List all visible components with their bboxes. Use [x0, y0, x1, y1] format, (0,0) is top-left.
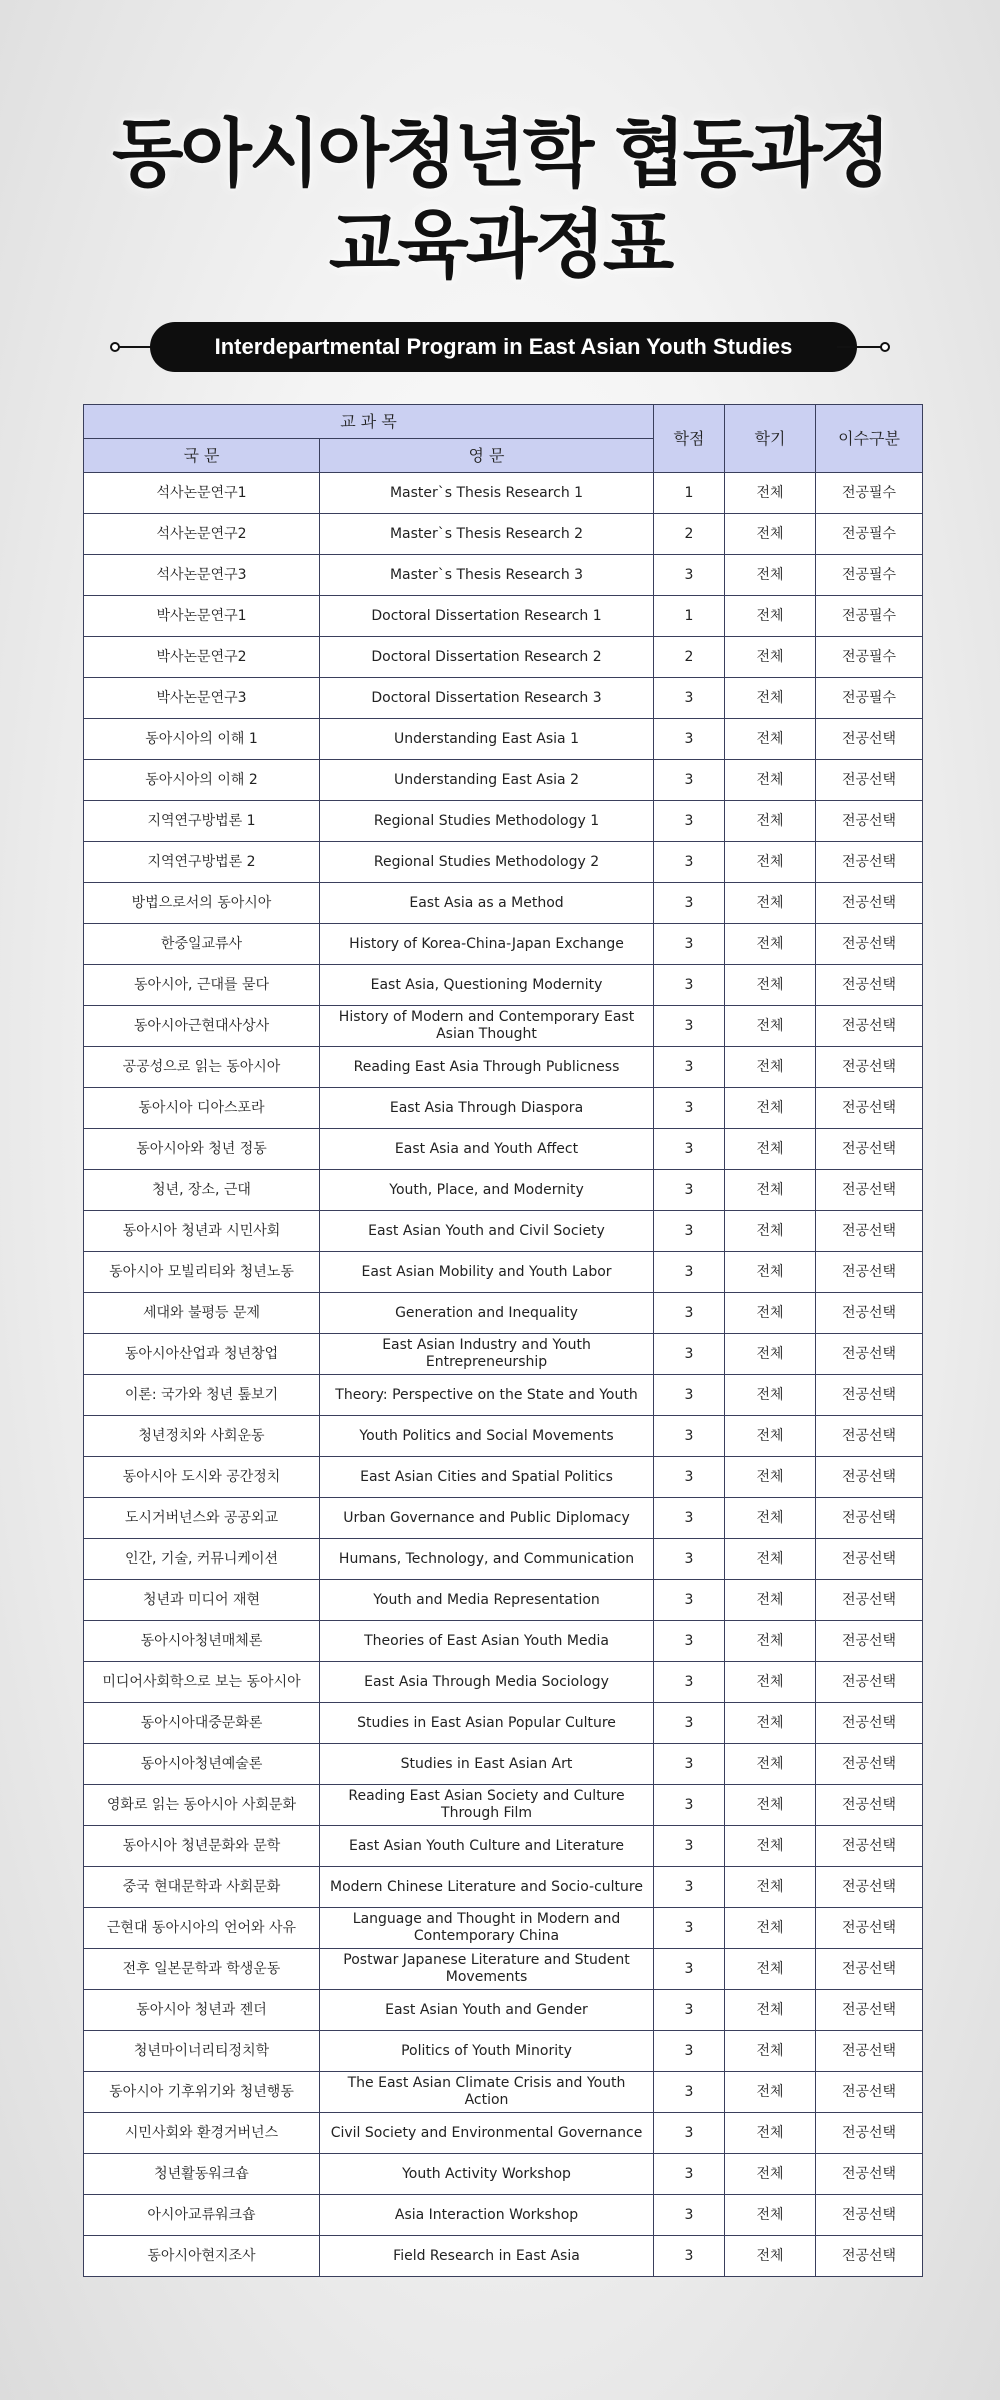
course-korean-name: 공공성으로 읽는 동아시아	[84, 1047, 320, 1088]
course-english-name: East Asian Cities and Spatial Politics	[320, 1457, 654, 1498]
course-english-name: Politics of Youth Minority	[320, 2031, 654, 2072]
course-credits: 1	[654, 596, 725, 637]
course-type: 전공필수	[816, 514, 923, 555]
course-semester: 전체	[725, 760, 816, 801]
course-english-name: Urban Governance and Public Diplomacy	[320, 1498, 654, 1539]
course-credits: 3	[654, 1990, 725, 2031]
course-semester: 전체	[725, 1375, 816, 1416]
header-korean: 국 문	[84, 439, 320, 473]
table-row	[84, 1744, 923, 1785]
course-english-name: East Asia and Youth Affect	[320, 1129, 654, 1170]
course-type: 전공선택	[816, 2195, 923, 2236]
course-type: 전공선택	[816, 1088, 923, 1129]
course-english-name: Studies in East Asian Art	[320, 1744, 654, 1785]
course-credits: 3	[654, 2031, 725, 2072]
course-semester: 전체	[725, 924, 816, 965]
table-row	[84, 1785, 923, 1826]
table-row	[84, 760, 923, 801]
course-english-name: East Asia as a Method	[320, 883, 654, 924]
course-korean-name: 청년, 장소, 근대	[84, 1170, 320, 1211]
course-semester: 전체	[725, 1293, 816, 1334]
table-row	[84, 514, 923, 555]
course-korean-name: 동아시아 모빌리티와 청년노동	[84, 1252, 320, 1293]
course-english-name: Language and Thought in Modern and Contemporary China	[320, 1908, 654, 1949]
course-korean-name: 영화로 읽는 동아시아 사회문화	[84, 1785, 320, 1826]
course-semester: 전체	[725, 842, 816, 883]
table-row	[84, 1375, 923, 1416]
course-type: 전공선택	[816, 2113, 923, 2154]
course-korean-name: 동아시아의 이해 2	[84, 760, 320, 801]
course-type: 전공선택	[816, 2154, 923, 2195]
course-english-name: Regional Studies Methodology 1	[320, 801, 654, 842]
course-type: 전공선택	[816, 1539, 923, 1580]
course-credits: 3	[654, 1744, 725, 1785]
table-row	[84, 1047, 923, 1088]
subtitle-banner	[110, 322, 890, 372]
course-semester: 전체	[725, 1785, 816, 1826]
course-semester: 전체	[725, 1047, 816, 1088]
course-semester: 전체	[725, 2236, 816, 2277]
course-semester: 전체	[725, 596, 816, 637]
table-row	[84, 1539, 923, 1580]
course-type: 전공필수	[816, 596, 923, 637]
header-semester: 학기	[725, 405, 816, 473]
table-row	[84, 1129, 923, 1170]
page-title-line-1: 동아시아청년학 협동과정	[111, 111, 889, 197]
course-korean-name: 석사논문연구3	[84, 555, 320, 596]
course-semester: 전체	[725, 678, 816, 719]
course-korean-name: 박사논문연구1	[84, 596, 320, 637]
course-korean-name: 청년활동워크숍	[84, 2154, 320, 2195]
course-korean-name: 아시아교류워크숍	[84, 2195, 320, 2236]
course-credits: 3	[654, 1908, 725, 1949]
table-row	[84, 1498, 923, 1539]
header-course: 교 과 목	[84, 405, 654, 439]
course-english-name: Understanding East Asia 2	[320, 760, 654, 801]
right-ornament-line	[837, 346, 882, 348]
course-credits: 3	[654, 1375, 725, 1416]
course-credits: 3	[654, 1539, 725, 1580]
course-korean-name: 청년과 미디어 재현	[84, 1580, 320, 1621]
course-credits: 3	[654, 1580, 725, 1621]
table-row	[84, 1416, 923, 1457]
header-credits: 학점	[654, 405, 725, 473]
course-credits: 3	[654, 2154, 725, 2195]
table-row	[84, 965, 923, 1006]
course-korean-name: 도시거버넌스와 공공외교	[84, 1498, 320, 1539]
course-english-name: History of Korea-China-Japan Exchange	[320, 924, 654, 965]
table-row	[84, 1088, 923, 1129]
course-korean-name: 동아시아산업과 청년창업	[84, 1334, 320, 1375]
course-type: 전공선택	[816, 1662, 923, 1703]
course-credits: 3	[654, 842, 725, 883]
course-credits: 3	[654, 1785, 725, 1826]
course-english-name: Field Research in East Asia	[320, 2236, 654, 2277]
course-korean-name: 근현대 동아시아의 언어와 사유	[84, 1908, 320, 1949]
course-credits: 3	[654, 1662, 725, 1703]
course-type: 전공선택	[816, 2072, 923, 2113]
course-credits: 3	[654, 2072, 725, 2113]
table-row	[84, 2195, 923, 2236]
course-semester: 전체	[725, 719, 816, 760]
course-type: 전공선택	[816, 1826, 923, 1867]
course-korean-name: 동아시아근현대사상사	[84, 1006, 320, 1047]
course-english-name: East Asian Youth and Gender	[320, 1990, 654, 2031]
course-english-name: Asia Interaction Workshop	[320, 2195, 654, 2236]
course-credits: 1	[654, 473, 725, 514]
table-row	[84, 1867, 923, 1908]
course-credits: 3	[654, 883, 725, 924]
course-english-name: Youth and Media Representation	[320, 1580, 654, 1621]
course-korean-name: 청년마이너리티정치학	[84, 2031, 320, 2072]
course-type: 전공선택	[816, 801, 923, 842]
course-korean-name: 중국 현대문학과 사회문화	[84, 1867, 320, 1908]
course-korean-name: 이론: 국가와 청년 톺보기	[84, 1375, 320, 1416]
course-credits: 3	[654, 801, 725, 842]
course-credits: 3	[654, 1867, 725, 1908]
course-semester: 전체	[725, 2195, 816, 2236]
course-semester: 전체	[725, 965, 816, 1006]
page-title	[0, 108, 1000, 290]
course-semester: 전체	[725, 2154, 816, 2195]
course-type: 전공선택	[816, 1908, 923, 1949]
course-type: 전공선택	[816, 1580, 923, 1621]
course-english-name: Doctoral Dissertation Research 2	[320, 637, 654, 678]
course-credits: 3	[654, 2195, 725, 2236]
course-korean-name: 석사논문연구1	[84, 473, 320, 514]
course-credits: 3	[654, 2113, 725, 2154]
course-english-name: East Asian Mobility and Youth Labor	[320, 1252, 654, 1293]
course-korean-name: 동아시아대중문화론	[84, 1703, 320, 1744]
table-row	[84, 1252, 923, 1293]
course-semester: 전체	[725, 1867, 816, 1908]
course-english-name: East Asia Through Media Sociology	[320, 1662, 654, 1703]
course-english-name: Youth Activity Workshop	[320, 2154, 654, 2195]
course-english-name: Reading East Asian Society and Culture Through Film	[320, 1785, 654, 1826]
course-english-name: Postwar Japanese Literature and Student Movements	[320, 1949, 654, 1990]
course-semester: 전체	[725, 2031, 816, 2072]
table-row	[84, 1949, 923, 1990]
header-type: 이수구분	[816, 405, 923, 473]
course-semester: 전체	[725, 1498, 816, 1539]
course-credits: 3	[654, 719, 725, 760]
course-credits: 3	[654, 1293, 725, 1334]
table-row	[84, 2236, 923, 2277]
course-credits: 3	[654, 1088, 725, 1129]
course-semester: 전체	[725, 1252, 816, 1293]
table-row	[84, 1580, 923, 1621]
course-korean-name: 세대와 불평등 문제	[84, 1293, 320, 1334]
course-credits: 3	[654, 1949, 725, 1990]
course-type: 전공선택	[816, 1498, 923, 1539]
course-semester: 전체	[725, 1088, 816, 1129]
course-type: 전공필수	[816, 678, 923, 719]
course-credits: 3	[654, 924, 725, 965]
course-credits: 3	[654, 1047, 725, 1088]
course-english-name: Master`s Thesis Research 2	[320, 514, 654, 555]
course-credits: 3	[654, 555, 725, 596]
course-credits: 3	[654, 1129, 725, 1170]
course-credits: 3	[654, 1498, 725, 1539]
table-row	[84, 2113, 923, 2154]
table-row	[84, 842, 923, 883]
course-semester: 전체	[725, 1744, 816, 1785]
course-type: 전공선택	[816, 760, 923, 801]
course-type: 전공필수	[816, 637, 923, 678]
course-semester: 전체	[725, 1908, 816, 1949]
curriculum-table	[83, 404, 923, 2277]
course-semester: 전체	[725, 883, 816, 924]
course-english-name: East Asian Youth Culture and Literature	[320, 1826, 654, 1867]
table-row	[84, 678, 923, 719]
course-type: 전공선택	[816, 1170, 923, 1211]
table-row	[84, 1621, 923, 1662]
course-semester: 전체	[725, 555, 816, 596]
table-row	[84, 924, 923, 965]
page-title-line-2: 교육과정표	[328, 202, 672, 288]
course-korean-name: 박사논문연구2	[84, 637, 320, 678]
table-row	[84, 801, 923, 842]
course-korean-name: 동아시아 청년과 젠더	[84, 1990, 320, 2031]
course-korean-name: 미디어사회학으로 보는 동아시아	[84, 1662, 320, 1703]
table-row	[84, 1908, 923, 1949]
course-type: 전공선택	[816, 2031, 923, 2072]
table-row	[84, 1457, 923, 1498]
course-credits: 3	[654, 965, 725, 1006]
course-korean-name: 박사논문연구3	[84, 678, 320, 719]
course-credits: 3	[654, 1006, 725, 1047]
course-korean-name: 인간, 기술, 커뮤니케이션	[84, 1539, 320, 1580]
course-type: 전공선택	[816, 1867, 923, 1908]
course-type: 전공선택	[816, 1252, 923, 1293]
course-english-name: East Asian Industry and Youth Entrepreneurship	[320, 1334, 654, 1375]
table-row	[84, 1334, 923, 1375]
course-credits: 3	[654, 1170, 725, 1211]
course-english-name: Civil Society and Environmental Governance	[320, 2113, 654, 2154]
course-english-name: Youth Politics and Social Movements	[320, 1416, 654, 1457]
table-row	[84, 1293, 923, 1334]
course-credits: 2	[654, 637, 725, 678]
table-row	[84, 2031, 923, 2072]
course-semester: 전체	[725, 1170, 816, 1211]
course-semester: 전체	[725, 2113, 816, 2154]
course-korean-name: 한중일교류사	[84, 924, 320, 965]
header-english: 영 문	[320, 439, 654, 473]
table-row	[84, 637, 923, 678]
course-korean-name: 동아시아 청년문화와 문학	[84, 1826, 320, 1867]
course-semester: 전체	[725, 801, 816, 842]
course-english-name: Generation and Inequality	[320, 1293, 654, 1334]
table-row	[84, 1170, 923, 1211]
course-english-name: Modern Chinese Literature and Socio-culture	[320, 1867, 654, 1908]
course-english-name: The East Asian Climate Crisis and Youth Action	[320, 2072, 654, 2113]
course-credits: 3	[654, 1621, 725, 1662]
course-semester: 전체	[725, 473, 816, 514]
course-semester: 전체	[725, 1416, 816, 1457]
course-korean-name: 지역연구방법론 2	[84, 842, 320, 883]
course-type: 전공선택	[816, 1129, 923, 1170]
course-english-name: Regional Studies Methodology 2	[320, 842, 654, 883]
course-korean-name: 동아시아청년매체론	[84, 1621, 320, 1662]
course-semester: 전체	[725, 514, 816, 555]
course-type: 전공선택	[816, 1334, 923, 1375]
table-row	[84, 555, 923, 596]
course-korean-name: 석사논문연구2	[84, 514, 320, 555]
course-english-name: East Asian Youth and Civil Society	[320, 1211, 654, 1252]
course-credits: 2	[654, 514, 725, 555]
course-credits: 3	[654, 678, 725, 719]
course-credits: 3	[654, 760, 725, 801]
course-type: 전공선택	[816, 1990, 923, 2031]
course-korean-name: 방법으로서의 동아시아	[84, 883, 320, 924]
course-type: 전공선택	[816, 719, 923, 760]
course-semester: 전체	[725, 1539, 816, 1580]
course-semester: 전체	[725, 1580, 816, 1621]
course-semester: 전체	[725, 1334, 816, 1375]
course-type: 전공선택	[816, 1949, 923, 1990]
course-semester: 전체	[725, 1826, 816, 1867]
course-credits: 3	[654, 1457, 725, 1498]
course-rows	[84, 473, 923, 2277]
course-type: 전공선택	[816, 1047, 923, 1088]
course-type: 전공선택	[816, 1006, 923, 1047]
course-korean-name: 동아시아 디아스포라	[84, 1088, 320, 1129]
course-type: 전공선택	[816, 842, 923, 883]
course-type: 전공선택	[816, 1457, 923, 1498]
course-semester: 전체	[725, 1006, 816, 1047]
table-row	[84, 1211, 923, 1252]
table-row	[84, 1826, 923, 1867]
course-semester: 전체	[725, 1703, 816, 1744]
course-semester: 전체	[725, 1457, 816, 1498]
course-english-name: Doctoral Dissertation Research 1	[320, 596, 654, 637]
program-english-name: Interdepartmental Program in East Asian Youth Studies	[150, 322, 857, 372]
course-semester: 전체	[725, 1990, 816, 2031]
course-type: 전공선택	[816, 1375, 923, 1416]
course-credits: 3	[654, 1334, 725, 1375]
course-type: 전공선택	[816, 965, 923, 1006]
course-type: 전공필수	[816, 473, 923, 514]
course-korean-name: 청년정치와 사회운동	[84, 1416, 320, 1457]
course-type: 전공선택	[816, 1744, 923, 1785]
course-english-name: Reading East Asia Through Publicness	[320, 1047, 654, 1088]
course-credits: 3	[654, 1416, 725, 1457]
course-english-name: Master`s Thesis Research 3	[320, 555, 654, 596]
course-semester: 전체	[725, 1211, 816, 1252]
course-type: 전공선택	[816, 924, 923, 965]
course-english-name: Studies in East Asian Popular Culture	[320, 1703, 654, 1744]
course-korean-name: 동아시아현지조사	[84, 2236, 320, 2277]
course-korean-name: 동아시아청년예술론	[84, 1744, 320, 1785]
course-type: 전공선택	[816, 1211, 923, 1252]
course-credits: 3	[654, 1211, 725, 1252]
course-semester: 전체	[725, 2072, 816, 2113]
course-type: 전공필수	[816, 555, 923, 596]
course-korean-name: 동아시아, 근대를 묻다	[84, 965, 320, 1006]
course-credits: 3	[654, 1826, 725, 1867]
course-type: 전공선택	[816, 1785, 923, 1826]
course-semester: 전체	[725, 1621, 816, 1662]
table-row	[84, 1703, 923, 1744]
table-row	[84, 473, 923, 514]
course-type: 전공선택	[816, 2236, 923, 2277]
course-type: 전공선택	[816, 1703, 923, 1744]
table-row	[84, 596, 923, 637]
course-korean-name: 동아시아 기후위기와 청년행동	[84, 2072, 320, 2113]
course-type: 전공선택	[816, 1621, 923, 1662]
course-korean-name: 동아시아의 이해 1	[84, 719, 320, 760]
course-korean-name: 전후 일본문학과 학생운동	[84, 1949, 320, 1990]
course-english-name: Understanding East Asia 1	[320, 719, 654, 760]
course-english-name: Theory: Perspective on the State and Youth	[320, 1375, 654, 1416]
table-row	[84, 1662, 923, 1703]
table-row	[84, 1006, 923, 1047]
course-semester: 전체	[725, 637, 816, 678]
table-row	[84, 2154, 923, 2195]
course-english-name: East Asia Through Diaspora	[320, 1088, 654, 1129]
course-korean-name: 동아시아와 청년 정동	[84, 1129, 320, 1170]
course-english-name: Theories of East Asian Youth Media	[320, 1621, 654, 1662]
course-type: 전공선택	[816, 883, 923, 924]
table-row	[84, 883, 923, 924]
course-type: 전공선택	[816, 1416, 923, 1457]
right-ornament-dot	[880, 342, 890, 352]
course-english-name: History of Modern and Contemporary East Asian Thought	[320, 1006, 654, 1047]
course-credits: 3	[654, 1703, 725, 1744]
course-credits: 3	[654, 2236, 725, 2277]
table-row	[84, 2072, 923, 2113]
course-korean-name: 지역연구방법론 1	[84, 801, 320, 842]
course-english-name: Humans, Technology, and Communication	[320, 1539, 654, 1580]
course-english-name: Youth, Place, and Modernity	[320, 1170, 654, 1211]
course-english-name: Doctoral Dissertation Research 3	[320, 678, 654, 719]
table-row	[84, 1990, 923, 2031]
course-semester: 전체	[725, 1129, 816, 1170]
course-korean-name: 동아시아 도시와 공간정치	[84, 1457, 320, 1498]
course-credits: 3	[654, 1252, 725, 1293]
course-english-name: East Asia, Questioning Modernity	[320, 965, 654, 1006]
table-row	[84, 719, 923, 760]
course-type: 전공선택	[816, 1293, 923, 1334]
course-korean-name: 시민사회와 환경거버넌스	[84, 2113, 320, 2154]
course-english-name: Master`s Thesis Research 1	[320, 473, 654, 514]
course-semester: 전체	[725, 1949, 816, 1990]
course-semester: 전체	[725, 1662, 816, 1703]
course-korean-name: 동아시아 청년과 시민사회	[84, 1211, 320, 1252]
